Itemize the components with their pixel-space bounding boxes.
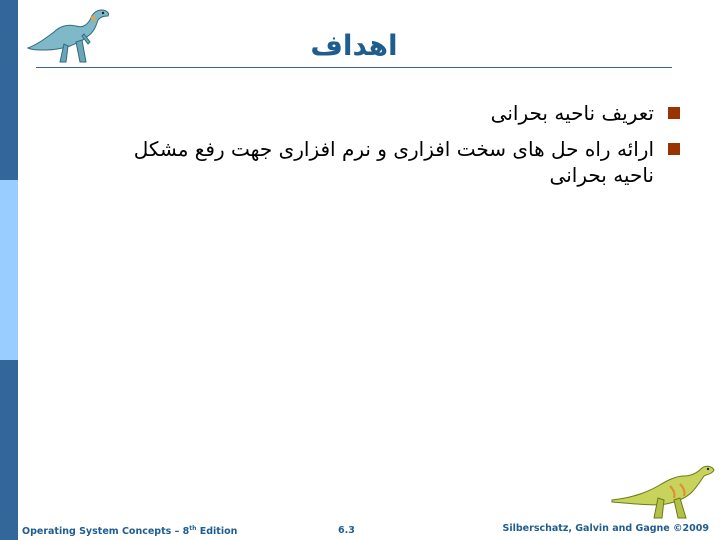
footer-page-number: 6.3	[338, 525, 355, 536]
footer-book-title-main: Operating System Concepts – 8	[22, 526, 190, 537]
footer-book-title	[22, 525, 237, 537]
sidebar-stripe	[0, 0, 18, 540]
bullet-item	[90, 136, 682, 188]
bullet-text: تعریف ناحیه بحرانی	[490, 101, 654, 125]
footer-authors: Silberschatz, Galvin and Gagne ©2009	[502, 523, 709, 534]
dinosaur-icon	[610, 462, 718, 522]
footer-book-title-suffix: Edition	[196, 526, 238, 537]
slide-title: اهداف	[310, 29, 398, 62]
square-bullet-icon	[668, 143, 680, 155]
sidebar-stripe-middle	[0, 180, 18, 360]
bullet-list	[90, 100, 682, 198]
bullet-text: ارائه راه حل های سخت افزاری و نرم افزاری جهت رفع مشکل ناحیه بحرانی	[133, 137, 654, 187]
square-bullet-icon	[668, 107, 680, 119]
bullet-item	[90, 100, 682, 126]
sidebar-stripe-bottom	[0, 360, 18, 540]
sidebar-stripe-top	[0, 0, 18, 180]
title-underline	[36, 67, 672, 68]
footer-edition-superscript: th	[189, 524, 197, 532]
